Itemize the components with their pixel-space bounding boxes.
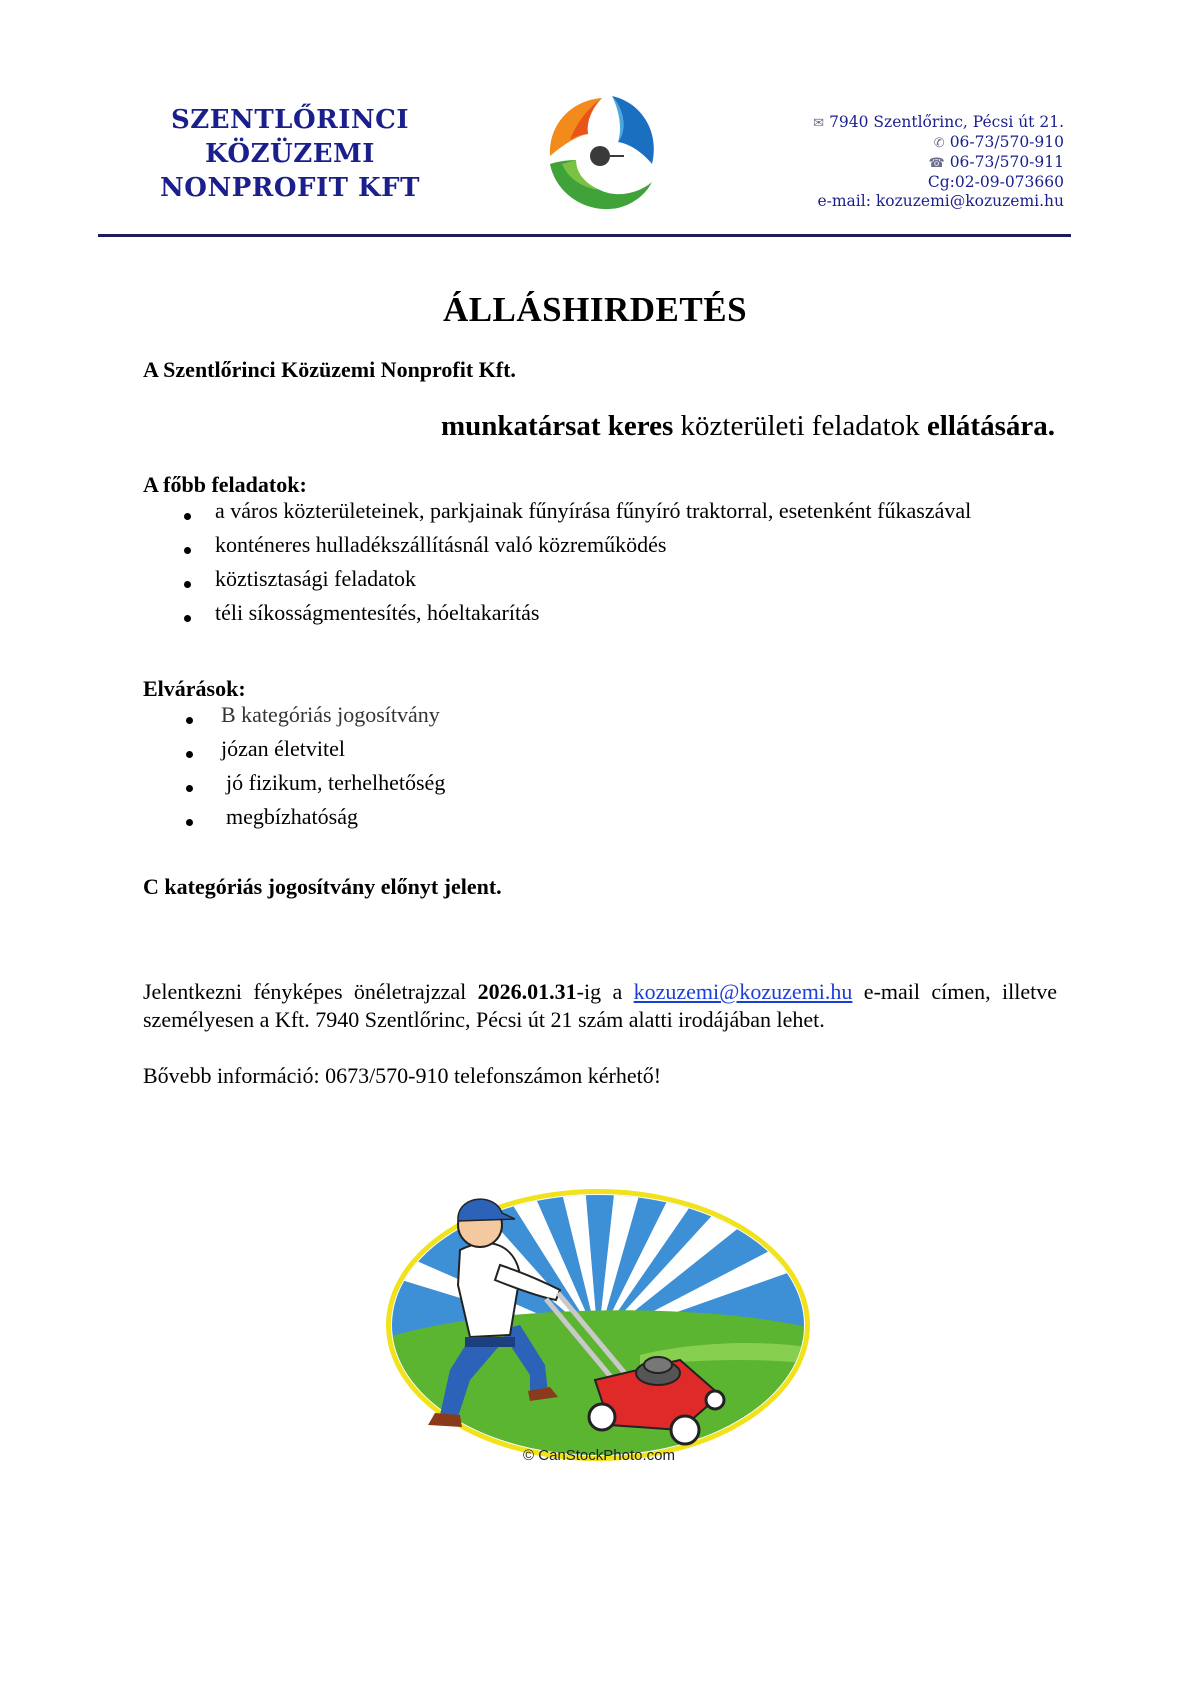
bullet-icon	[184, 513, 191, 520]
apply-email-link[interactable]: kozuzemi@kozuzemi.hu	[633, 979, 853, 1004]
contact-fax: 06-73/570-911	[949, 153, 1064, 171]
image-credit: © CanStockPhoto.com	[523, 1447, 675, 1464]
bullet-icon	[186, 785, 193, 792]
list-item-text: téli síkosságmentesítés, hóeltakarítás	[215, 600, 540, 625]
bullet-icon	[184, 547, 191, 554]
company-name-line: KÖZÜZEMI	[205, 139, 375, 169]
list-item-text: megbízhatóság	[226, 804, 358, 829]
page-title: ÁLLÁSHIRDETÉS	[442, 290, 748, 329]
advantage-note: C kategóriás jogosítvány előnyt jelent.	[143, 874, 502, 899]
envelope-icon: ✉	[813, 116, 825, 131]
contact-address-row	[813, 113, 1064, 133]
list-item-text: józan életvitel	[221, 736, 345, 761]
contact-fax-row	[813, 153, 1064, 173]
contact-registry: Cg:02-09-073660	[927, 173, 1064, 191]
list-item-text: B kategóriás jogosítvány	[221, 702, 440, 727]
apply-suffix: e-mail címen, illetve személyesen a Kft. 7940 Szentlőrinc, Pécsi út 21 szám alatti irodájában lehet.	[143, 979, 1057, 1032]
apply-mid: -ig a	[576, 979, 634, 1004]
company-name	[140, 103, 440, 205]
tasks-heading: A főbb feladatok:	[143, 472, 307, 497]
bullet-icon	[186, 717, 193, 724]
headline-bold-2: ellátására.	[926, 410, 1055, 442]
apply-deadline: 2026.01.31	[477, 979, 577, 1004]
headline-normal: közterületi feladatok	[673, 410, 927, 442]
header-divider	[98, 234, 1071, 237]
company-name-line: NONPROFIT KFT	[160, 173, 420, 203]
contact-email: e-mail: kozuzemi@kozuzemi.hu	[817, 192, 1064, 210]
contact-phone-row	[813, 133, 1064, 153]
list-item-text: köztisztasági feladatok	[215, 566, 416, 591]
bullet-icon	[184, 581, 191, 588]
contact-address: 7940 Szentlőrinc, Pécsi út 21.	[829, 113, 1064, 131]
list-item-text: a város közterületeinek, parkjainak fűnyírása fűnyíró traktorral, esetenként fűkaszával	[215, 498, 972, 523]
info-line: Bővebb információ: 0673/570-910 telefonszámon kérhető!	[143, 1063, 662, 1088]
lawn-mower-illustration	[380, 1125, 820, 1475]
list-item-text: jó fizikum, terhelhetőség	[226, 770, 446, 795]
bullet-icon	[184, 615, 191, 622]
company-logo	[542, 90, 662, 215]
contact-block	[813, 113, 1064, 211]
apply-prefix: Jelentkezni fényképes önéletrajzzal	[143, 979, 478, 1004]
employer-name: A Szentlőrinci Közüzemi Nonprofit Kft.	[143, 357, 516, 382]
contact-phone: 06-73/570-910	[949, 133, 1064, 151]
headline-bold-1: munkatársat keres	[441, 410, 674, 442]
fax-icon: ☎	[928, 156, 945, 171]
headline	[441, 410, 1055, 443]
bullet-icon	[186, 819, 193, 826]
phone-icon: ✆	[933, 136, 945, 151]
requirements-heading: Elvárások:	[143, 676, 246, 701]
list-item-text: konténeres hulladékszállításnál való közreműködés	[215, 532, 667, 557]
company-name-line: SZENTLŐRINCI	[170, 105, 409, 135]
bullet-icon	[186, 751, 193, 758]
apply-paragraph	[143, 978, 1057, 1034]
